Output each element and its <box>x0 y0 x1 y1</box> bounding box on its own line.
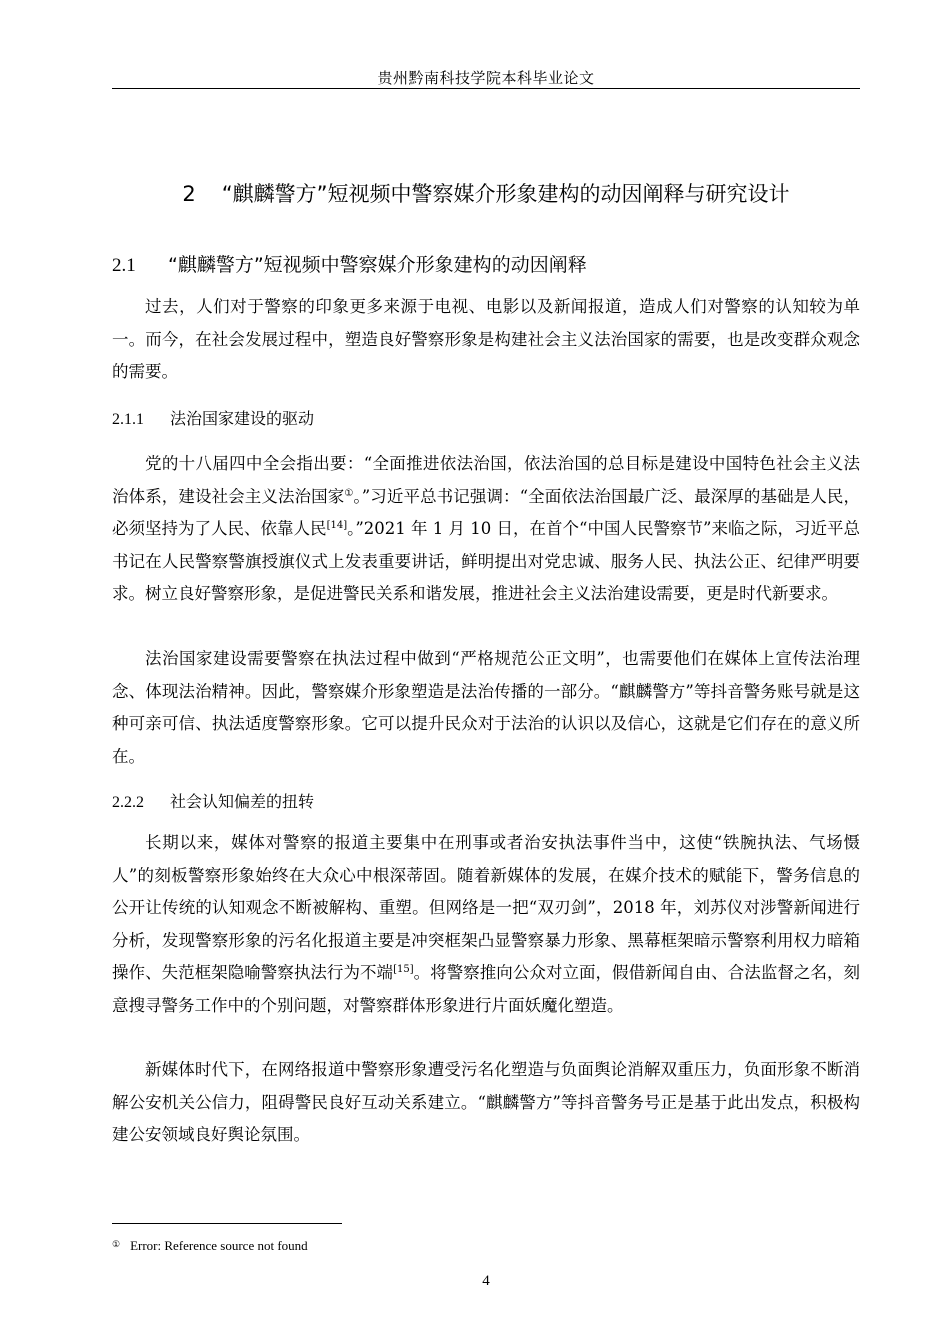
footnote-text: Error: Reference source not found <box>130 1238 308 1253</box>
text-run: 。”2021 年 1 月 10 日，在首个“中国人民警察节”来临之际，习近平总书记在人民警察警旗授旗仪式上发表重要讲话，鲜明提出对党忠诚、服务人民、执法公正、纪律严明要求。树立良好警察形象，是促进警民关系和谐发展，推进社会主义法治建设需要，更是时代新要求。 <box>112 519 861 604</box>
chapter-heading <box>112 178 860 210</box>
subsection2-paragraph-1 <box>112 827 860 1023</box>
section-number: 2.1 <box>112 255 136 276</box>
footnote-mark: ① <box>112 1239 121 1249</box>
intro-paragraph: 过去，人们对于警察的印象更多来源于电视、电影以及新闻报道，造成人们对警察的认知较为单一。而今，在社会发展过程中，塑造良好警察形象是构建社会主义法治国家的需要，也是改变群众观念的需要。 <box>112 297 860 382</box>
text-run: 。将警察推向公众对立面，假借新闻自由、合法监督之名，刻意搜寻警务工作中的个别问题，对警察群体形象进行片面妖魔化塑造。 <box>112 963 861 1015</box>
page-number: 4 <box>482 1273 490 1289</box>
text-run: 党的十八届四中全会指出要：“全面推进依法治国，依法治国的总目标是建设中国特色社会主义法治体系，建设社会主义法治国家 <box>112 454 860 506</box>
text-run: 。”习近平总书记强调：“全面依法治国最广泛、最深厚的基础是人民，必须坚持为了人民、依靠人民 <box>112 486 860 539</box>
footnote-ref[interactable]: ① <box>344 487 354 499</box>
section-heading <box>112 250 860 281</box>
section-title: “麒麟警方”短视频中警察媒介形象建构的动因阐释 <box>168 254 587 276</box>
subsection-title-2: 社会认知偏差的扭转 <box>170 792 315 811</box>
citation-ref[interactable]: [14] <box>326 520 348 532</box>
subsection1-paragraph-1 <box>112 448 860 611</box>
chapter-title: “麒麟警方”短视频中警察媒介形象建构的动因阐释与研究设计 <box>221 182 790 206</box>
subsection-number-1: 2.1.1 <box>112 411 144 428</box>
footnote <box>112 1235 860 1255</box>
subsection-number-2: 2.2.2 <box>112 794 144 811</box>
footnote-rule <box>112 1223 342 1224</box>
header-rule <box>112 88 860 89</box>
subsection-heading-1 <box>112 406 860 433</box>
page-header: 贵州黔南科技学院本科毕业论文 <box>377 69 595 87</box>
subsection2-paragraph-2: 新媒体时代下，在网络报道中警察形象遭受污名化塑造与负面舆论消解双重压力，负面形象不断消解公安机关公信力，阻碍警民良好互动关系建立。“麒麟警方”等抖音警务号正是基于此出发点，积极构建公安领域良好舆论氛围。 <box>112 1060 860 1145</box>
subsection1-paragraph-2: 法治国家建设需要警察在执法过程中做到“严格规范公正文明”，也需要他们在媒体上宣传法治理念、体现法治精神。因此，警察媒介形象塑造是法治传播的一部分。“麒麟警方”等抖音警务账号就是这种可亲可信、执法适度警察形象。它可以提升民众对于法治的认识以及信心，这就是它们存在的意义所在。 <box>112 649 860 766</box>
subsection-title-1: 法治国家建设的驱动 <box>170 409 315 428</box>
citation-ref[interactable]: [15] <box>393 964 414 976</box>
subsection-heading-2 <box>112 789 860 816</box>
text-run: 长期以来，媒体对警察的报道主要集中在刑事或者治安执法事件当中，这使“铁腕执法、气场慑人”的刻板警察形象始终在大众心中根深蒂固。随着新媒体的发展，在媒介技术的赋能下，警务信息的公开让传统的认知观念不断被解构、重塑。但网络是一把“双刃剑”，2018 年，刘苏仪对涉警新闻进行分析，发现警察形象的污名化报道主要是冲突框架凸显警察暴力形象、黑幕框架暗示警察利用权力暗箱操作、失范框架隐喻警察执法行为不端 <box>112 833 860 983</box>
chapter-number: 2 <box>182 182 196 206</box>
